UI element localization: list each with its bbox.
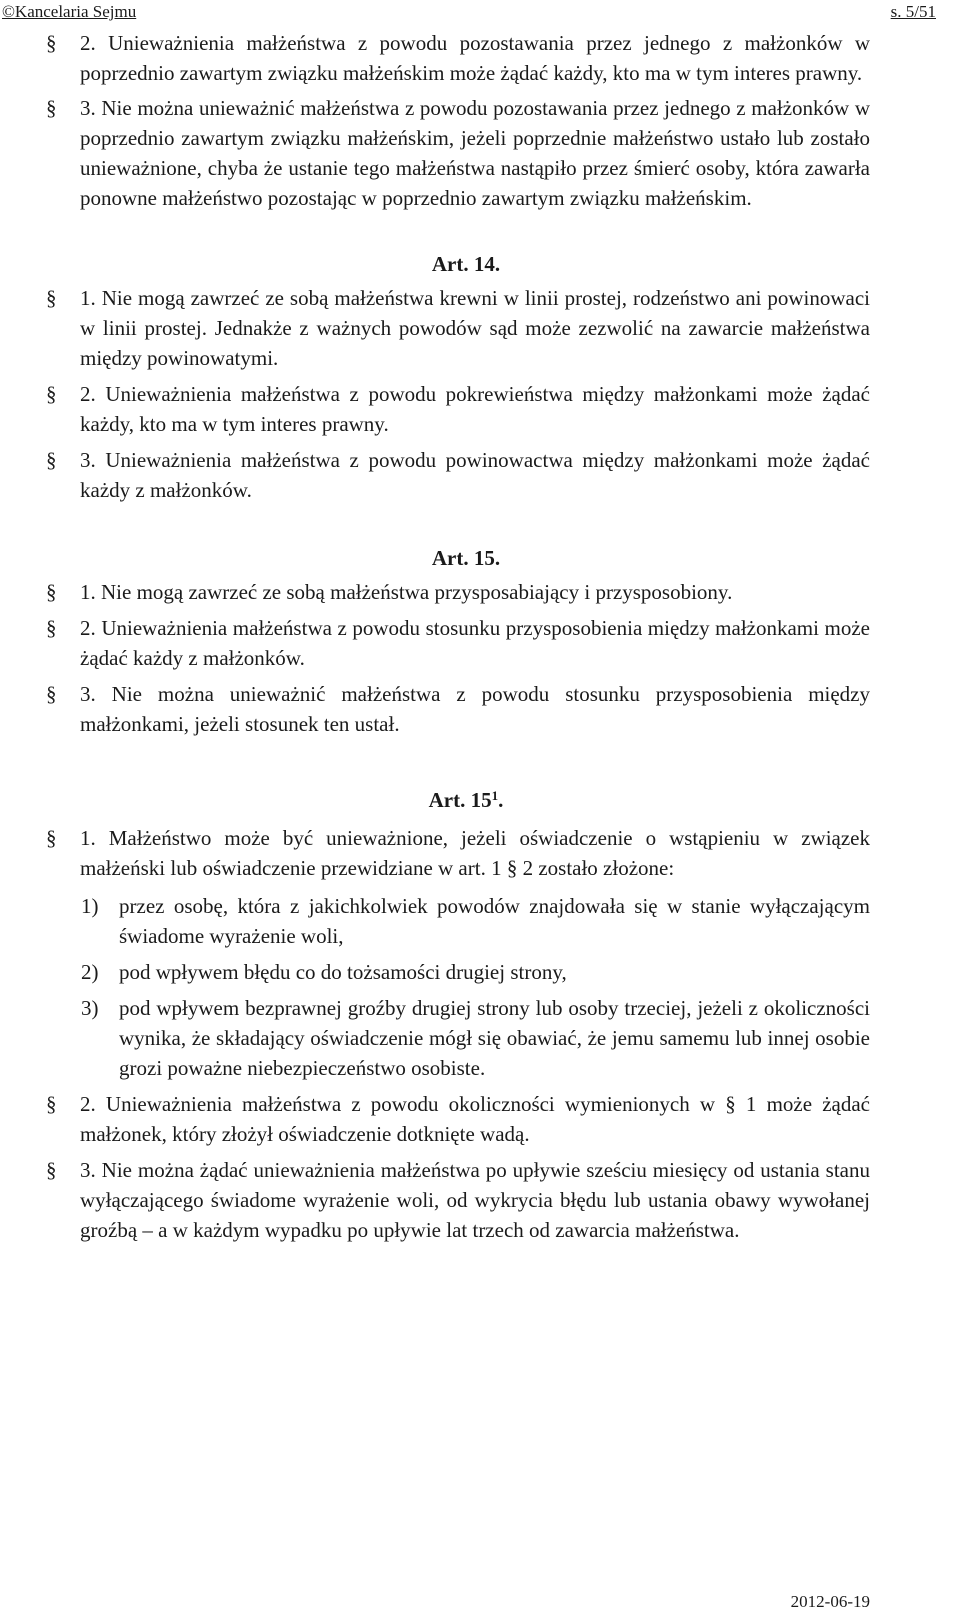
footer-date: 2012-06-19 (790, 1592, 870, 1611)
list-item-text: przez osobę, która z jakichkolwiek powodów znajdowała się w stanie wyłączającym świadome wyrażenie woli, (119, 894, 870, 948)
paragraph-text: Nie można unieważnić małżeństwa z powodu pozostawania przez jednego z małżonków w poprzednio zawartym związku małżeńskim, jeżeli poprzednie małżeństwo ustało lub zostało unieważnione, chyba że ustanie tego małżeństwa nastąpiło przez śmierć osoby, która zawarła ponowne małżeństwo pozostając w poprzednio zawartym związku małżeńskim. (80, 96, 871, 210)
list-item-3 (81, 993, 870, 1083)
paragraph-number: 2. (80, 382, 96, 406)
paragraph-number: 1. (80, 580, 96, 604)
paragraph-text: Unieważnienia małżeństwa z powodu pozostawania przez jednego z małżonków w poprzednio zawartym związku małżeńskim może żądać każdy, kto ma w tym interes prawny. (80, 31, 871, 85)
paragraph-text: Nie można żądać unieważnienia małżeństwa po upływie sześciu miesięcy od ustania stanu wyłączającego świadome wyrażenie woli, od wykrycia błędu lub ustania obawy wywołanej groźbą – a w każdym wypadku po upływie lat trzech od zawarcia małżeństwa. (80, 1158, 870, 1242)
paragraph-number: 3. (80, 682, 96, 706)
article-15-title: Art. 15. (431, 546, 501, 570)
paragraph-sign: § (46, 96, 57, 120)
paragraph-13-3 (46, 93, 871, 213)
page-number-link[interactable]: s. 5/51 (890, 2, 936, 21)
list-item-text: pod wpływem błędu co do tożsamości drugiej strony, (119, 960, 567, 984)
paragraph-sign: § (46, 580, 57, 604)
paragraph-sign: § (46, 1158, 57, 1182)
paragraph-sign: § (46, 448, 57, 472)
paragraph-number: 2. (80, 1092, 96, 1116)
paragraph-number: 1. (80, 826, 96, 850)
article-14-title: Art. 14. (431, 252, 501, 276)
paragraph-15-1-2 (46, 1089, 870, 1149)
paragraph-text: Nie mogą zawrzeć ze sobą małżeństwa przysposabiający i przysposobiony. (101, 580, 733, 604)
paragraph-14-1 (46, 283, 871, 373)
list-item-text: pod wpływem bezprawnej groźby drugiej strony lub osoby trzeciej, jeżeli z okoliczności wynika, że składający oświadczenie mógł się obawiać, że jemu samemu lub innej osobie grozi poważne niebezpieczeństwo osobiste. (119, 996, 870, 1080)
page-header (0, 0, 960, 20)
paragraph-text: Unieważnienia małżeństwa z powodu okoliczności wymienionych w § 1 może żądać małżonek, który złożył oświadczenie dotknięte wadą. (80, 1092, 870, 1146)
paragraph-15-2 (46, 613, 870, 673)
paragraph-15-3 (46, 679, 871, 739)
paragraph-sign: § (46, 1092, 57, 1116)
paragraph-14-3 (46, 445, 870, 505)
paragraph-text: Unieważnienia małżeństwa z powodu powinowactwa między małżonkami może żądać każdy z małżonków. (80, 448, 870, 502)
paragraph-sign: § (46, 382, 57, 406)
paragraph-14-2 (46, 379, 870, 439)
paragraph-text: Unieważnienia małżeństwa z powodu stosunku przysposobienia między małżonkami może żądać każdy z małżonków. (80, 616, 870, 670)
paragraph-15-1-1 (46, 823, 870, 883)
paragraph-text: Unieważnienia małżeństwa z powodu pokrewieństwa między małżonkami może żądać każdy, kto ma w tym interes prawny. (80, 382, 870, 436)
paragraph-number: 3. (80, 96, 96, 120)
list-item-number: 3) (81, 996, 99, 1020)
article-15-1-title (0, 781, 946, 815)
list-item-1 (81, 891, 870, 951)
list-item-2 (81, 957, 870, 987)
paragraph-number: 2. (80, 616, 96, 640)
list-item-number: 1) (81, 894, 99, 918)
article-15-1-period: . (498, 788, 504, 812)
paragraph-text: Małżeństwo może być unieważnione, jeżeli oświadczenie o wstąpieniu w związek małżeński lub oświadczenie przewidziane w art. 1 § 2 zostało złożone: (80, 826, 870, 880)
article-15-1-superscript: 1 (491, 788, 499, 803)
paragraph-text: Nie można unieważnić małżeństwa z powodu stosunku przysposobienia między małżonkami, jeżeli stosunek ten ustał. (80, 682, 871, 736)
document-body (0, 22, 960, 1245)
paragraph-15-1 (46, 577, 870, 607)
paragraph-number: 3. (80, 1158, 96, 1182)
paragraph-sign: § (46, 31, 57, 55)
paragraph-13-2 (46, 28, 871, 88)
paragraph-sign: § (46, 682, 57, 706)
paragraph-number: 2. (80, 31, 96, 55)
paragraph-sign: § (46, 286, 57, 310)
paragraph-sign: § (46, 616, 57, 640)
paragraph-15-1-3 (46, 1155, 870, 1245)
list-item-number: 2) (81, 960, 99, 984)
paragraph-number: 3. (80, 448, 96, 472)
article-15-1-label: Art. 15 (428, 788, 492, 812)
copyright-link[interactable]: ©Kancelaria Sejmu (2, 2, 137, 21)
paragraph-sign: § (46, 826, 57, 850)
paragraph-text: Nie mogą zawrzeć ze sobą małżeństwa krewni w linii prostej, rodzeństwo ani powinowaci w linii prostej. Jednakże z ważnych powodów sąd może zezwolić na zawarcie małżeństwa między powinowatymi. (80, 286, 871, 370)
paragraph-number: 1. (80, 286, 96, 310)
